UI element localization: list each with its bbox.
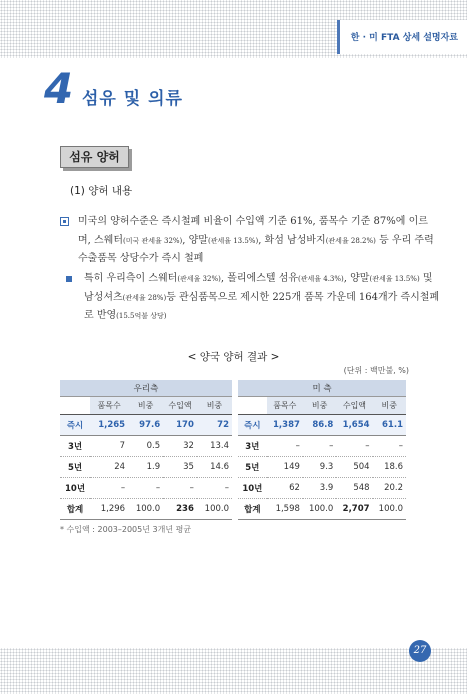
table-cell: –	[267, 435, 303, 456]
row-label: 3년	[60, 435, 90, 456]
table-cell: –	[163, 477, 197, 498]
table-cell: 72	[197, 414, 232, 435]
us-group-header: 미 측	[238, 380, 406, 396]
b2-note-1: (관세율 32%)	[177, 275, 221, 283]
b1-note-3: (관세율 28.2%)	[325, 236, 376, 245]
b1-text-1: 미국의 양허수준은 즉시철폐 비율이 수입액 기준 61%, 품목수 기준 87%에 이르며, 스웨터	[78, 216, 428, 246]
b2-note-4: (관세율 28%)	[122, 293, 167, 302]
running-header	[337, 20, 467, 54]
row-label: 10년	[238, 477, 267, 498]
table-cell: –	[197, 477, 232, 498]
footnote: * 수입액 : 2003–2005년 3개년 평균	[60, 525, 192, 534]
b1-text-2: , 양말	[182, 234, 208, 246]
table-title: < 양국 양허 결과 >	[187, 351, 280, 363]
table-row	[60, 435, 232, 456]
column-header: 비중	[128, 396, 163, 414]
korea-group-header: 우리측	[60, 380, 232, 396]
table-cell: 9.3	[303, 456, 336, 477]
table-cell: 1.9	[128, 456, 163, 477]
table-cell: 18.6	[373, 456, 406, 477]
korea-concession-table	[60, 380, 232, 520]
square-bullet-icon	[60, 217, 69, 226]
table-cell: 100.0	[128, 498, 163, 519]
table-cell: 61.1	[373, 414, 406, 435]
b1-note-1: (미국 관세율 32%)	[123, 236, 183, 245]
column-header: 비중	[197, 396, 232, 414]
column-header: 품목수	[267, 396, 303, 414]
row-label: 5년	[60, 456, 90, 477]
blank-header-cell	[238, 396, 267, 414]
b2-note-5: (15.5억불 상당)	[116, 312, 167, 320]
table-cell: 14.6	[197, 456, 232, 477]
table-cell: 3.9	[303, 477, 336, 498]
table-cell: 1,296	[90, 498, 128, 519]
table-cell: 170	[163, 414, 197, 435]
table-column-header-row	[238, 396, 406, 414]
blank-header-cell	[60, 396, 90, 414]
row-label: 즉시	[60, 414, 90, 435]
section-heading: 섬유 양허	[60, 146, 129, 168]
table-cell: 86.8	[303, 414, 336, 435]
table-cell: 24	[90, 456, 128, 477]
table-cell: 35	[163, 456, 197, 477]
table-group-header-row	[238, 380, 406, 396]
table-cell: 1,387	[267, 414, 303, 435]
column-header: 비중	[373, 396, 406, 414]
top-dotted-band	[0, 0, 467, 58]
table-cell: 1,265	[90, 414, 128, 435]
b2-note-2: (관세율 4.3%)	[298, 275, 344, 283]
table-row	[238, 414, 406, 435]
b1-text-3: , 화섬 남성바지	[258, 234, 326, 246]
column-header: 수입액	[163, 396, 197, 414]
table-cell: 1,654	[336, 414, 372, 435]
b2-text-5: 등 관심품목으로 제시한 225개 품목 가운데 164개가 즉시철폐로 반영	[84, 291, 440, 321]
table-cell: 100.0	[373, 498, 406, 519]
table-cell: –	[303, 435, 336, 456]
table-cell: –	[373, 435, 406, 456]
row-label: 합계	[60, 498, 90, 519]
us-concession-table	[238, 380, 406, 520]
table-row	[238, 435, 406, 456]
b2-text-2: , 폴리에스텔 섬유	[220, 273, 299, 284]
running-header-label: 한 · 미 FTA 상세 설명자료	[350, 33, 458, 43]
subsection-title: (1) 양허 내용	[70, 185, 133, 197]
table-cell: 13.4	[197, 435, 232, 456]
small-square-bullet-icon	[66, 276, 72, 282]
row-label: 즉시	[238, 414, 267, 435]
table-row	[60, 414, 232, 435]
row-label: 합계	[238, 498, 267, 519]
bullet-paragraph-2	[66, 270, 440, 326]
table-group-header-row	[60, 380, 232, 396]
table-cell: 20.2	[373, 477, 406, 498]
b2-text-3: , 양말	[343, 273, 370, 284]
bullet-paragraph-1	[60, 213, 440, 269]
table-row	[60, 498, 232, 519]
table-cell: 2,707	[336, 498, 372, 519]
table-unit-note: (단위 : 백만불, %)	[343, 366, 409, 375]
b1-note-2: (관세율 13.5%)	[207, 236, 259, 245]
table-cell: 32	[163, 435, 197, 456]
table-cell: 236	[163, 498, 197, 519]
bullet-2-text	[84, 270, 440, 326]
table-cell: 100.0	[303, 498, 336, 519]
row-label: 5년	[238, 456, 267, 477]
table-cell: 7	[90, 435, 128, 456]
b2-note-3: (관세율 13.5%)	[369, 275, 420, 283]
chapter-number: 4	[44, 64, 74, 113]
table-row	[60, 477, 232, 498]
bottom-dotted-band	[0, 648, 467, 694]
page-number-badge: 27	[409, 640, 431, 662]
row-label: 3년	[238, 435, 267, 456]
table-cell: –	[336, 435, 372, 456]
b2-text-1: 특히 우리측이 스웨터	[84, 273, 178, 284]
table-cell: 1,598	[267, 498, 303, 519]
column-header: 수입액	[336, 396, 372, 414]
table-cell: –	[90, 477, 128, 498]
table-cell: 100.0	[197, 498, 232, 519]
table-cell: 62	[267, 477, 303, 498]
table-cell: 149	[267, 456, 303, 477]
table-cell: 548	[336, 477, 372, 498]
b1-text-4: 등 우리 주력수출품목 상당수가 즉시 철폐	[78, 234, 434, 264]
table-cell: 504	[336, 456, 372, 477]
table-row	[60, 456, 232, 477]
column-header: 비중	[303, 396, 336, 414]
table-row	[238, 498, 406, 519]
table-row	[238, 477, 406, 498]
bullet-1-text	[78, 213, 440, 269]
chapter-title: 섬유 및 의류	[82, 89, 183, 109]
column-header: 품목수	[90, 396, 128, 414]
b2-text-4: 및 남성셔츠	[84, 273, 433, 303]
table-column-header-row	[60, 396, 232, 414]
table-cell: 97.6	[128, 414, 163, 435]
table-cell: –	[128, 477, 163, 498]
table-cell: 0.5	[128, 435, 163, 456]
row-label: 10년	[60, 477, 90, 498]
table-row	[238, 456, 406, 477]
